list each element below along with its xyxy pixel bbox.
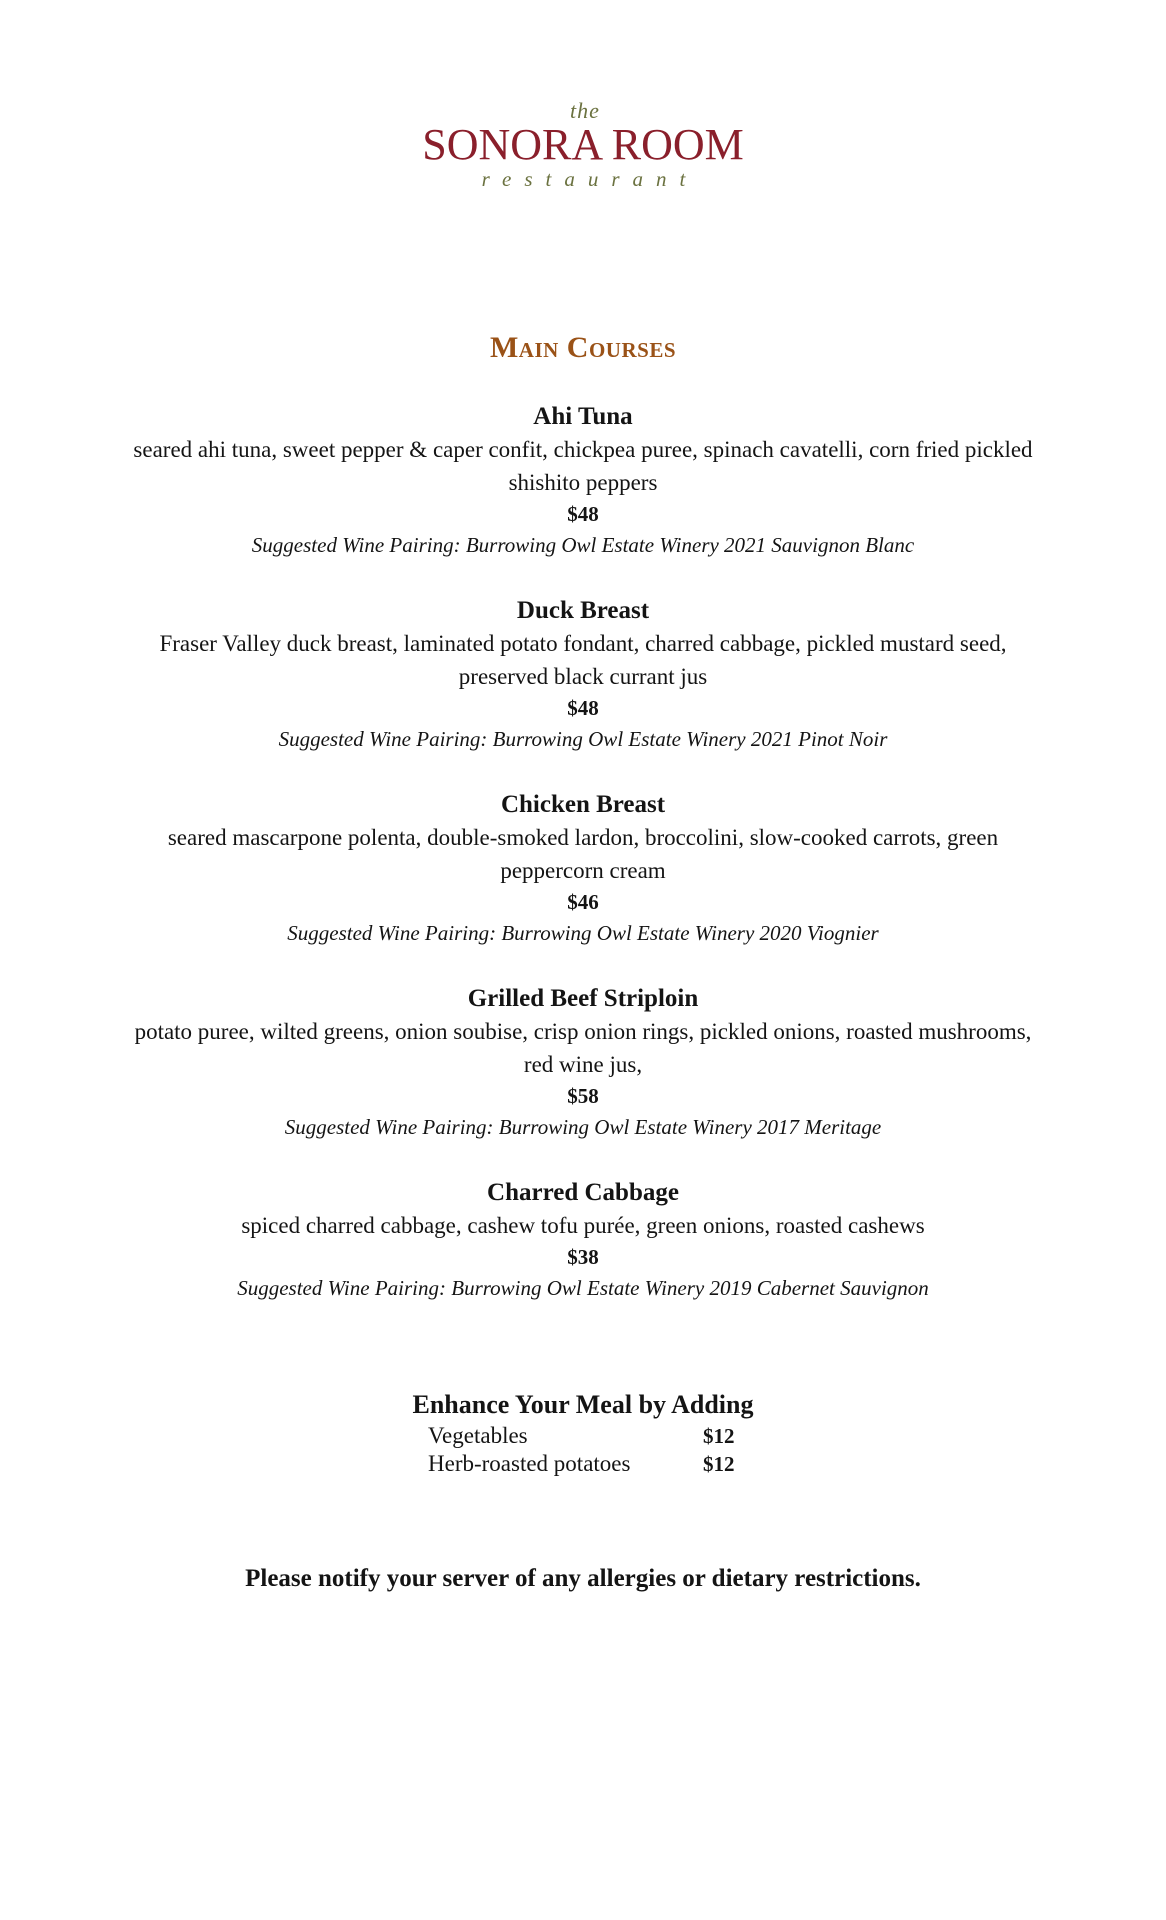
addon-item <box>428 1422 748 1450</box>
course-name: Grilled Beef Striploin <box>467 985 699 1012</box>
course-wine-pairing: Suggested Wine Pairing: Burrowing Owl Estate Winery 2017 Meritage <box>284 1115 882 1139</box>
course-item <box>130 400 1036 561</box>
logo-subtitle: restaurant <box>481 167 699 191</box>
course-description: seared mascarpone polenta, double-smoked lardon, broccolini, slow-cooked carrots, green peppercorn cream <box>167 825 999 883</box>
course-item <box>130 594 1036 755</box>
course-wine-pairing: Suggested Wine Pairing: Burrowing Owl Estate Winery 2021 Pinot Noir <box>278 727 888 751</box>
course-wine-pairing: Suggested Wine Pairing: Burrowing Owl Estate Winery 2020 Viognier <box>287 921 879 945</box>
course-description: spiced charred cabbage, cashew tofu purée, green onions, roasted cashews <box>241 1213 925 1238</box>
addon-item <box>428 1450 748 1478</box>
course-price: $58 <box>567 1084 599 1108</box>
course-description: potato puree, wilted greens, onion soubise, crisp onion rings, pickled onions, roasted mushrooms, red wine jus, <box>134 1019 1032 1077</box>
course-name: Charred Cabbage <box>487 1179 679 1206</box>
addon-list <box>0 1422 1166 1482</box>
course-description: seared ahi tuna, sweet pepper & caper confit, chickpea puree, spinach cavatelli, corn fried pickled shishito peppers <box>133 437 1033 495</box>
course-item <box>130 982 1036 1143</box>
logo-the: the <box>570 98 600 123</box>
course-price: $48 <box>567 696 599 720</box>
enhance-title: Enhance Your Meal by Adding <box>412 1390 754 1419</box>
enhance-section <box>0 1388 1166 1482</box>
addon-label: Vegetables <box>428 1423 528 1448</box>
course-description: Fraser Valley duck breast, laminated potato fondant, charred cabbage, pickled mustard seed, preserved black currant jus <box>159 631 1007 689</box>
addon-price: $12 <box>703 1424 735 1448</box>
addon-label: Herb-roasted potatoes <box>428 1451 631 1476</box>
course-wine-pairing: Suggested Wine Pairing: Burrowing Owl Estate Winery 2019 Cabernet Sauvignon <box>237 1276 929 1300</box>
course-price: $38 <box>567 1245 599 1269</box>
allergy-notice: Please notify your server of any allergies or dietary restrictions. <box>245 1565 921 1592</box>
addon-price: $12 <box>703 1452 735 1476</box>
course-item <box>130 788 1036 949</box>
logo-name: SONORA ROOM <box>422 120 744 169</box>
course-wine-pairing: Suggested Wine Pairing: Burrowing Owl Estate Winery 2021 Sauvignon Blanc <box>251 533 915 557</box>
course-item <box>130 1176 1036 1304</box>
course-name: Duck Breast <box>516 597 650 624</box>
course-name: Ahi Tuna <box>533 403 633 430</box>
courses-list <box>130 400 1036 1337</box>
restaurant-logo <box>0 100 1166 190</box>
course-price: $46 <box>567 890 599 914</box>
course-name: Chicken Breast <box>500 791 666 818</box>
course-price: $48 <box>567 502 599 526</box>
section-title: Main Courses <box>489 331 676 364</box>
